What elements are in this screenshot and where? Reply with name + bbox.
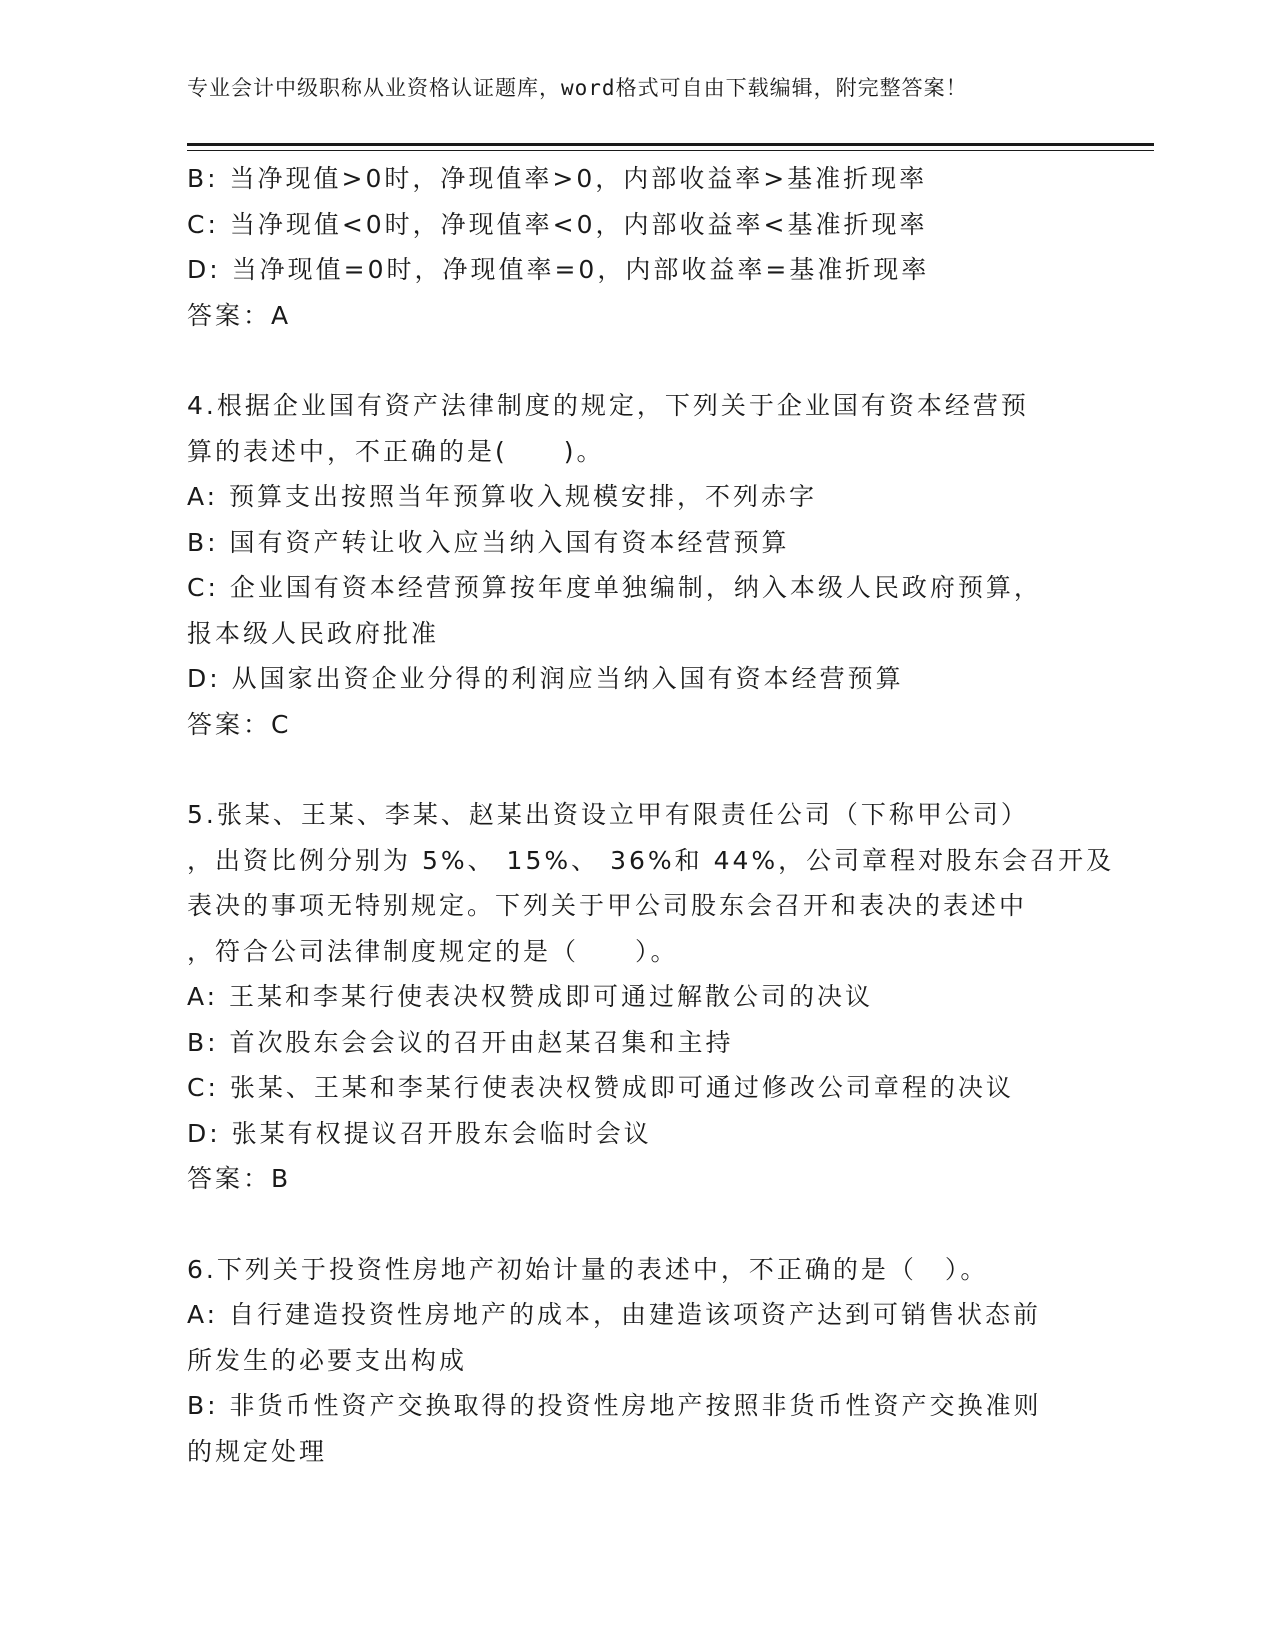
option-a: A: 王某和李某行使表决权赞成即可通过解散公司的决议 [187,982,874,1011]
question-stem: 算的表述中，不正确的是( )。 [187,436,605,466]
question-stem: 6.下列关于投资性房地产初始计量的表述中，不正确的是（ ）。 [187,1254,989,1284]
option-b: B: 非货币性资产交换取得的投资性房地产按照非货币性资产交换准则 [187,1391,1042,1420]
spacer [187,1202,1087,1247]
option-a: A: 自行建造投资性房地产的成本，由建造该项资产达到可销售状态前 [187,1300,1042,1329]
option-b: B: 国有资产转让收入应当纳入国有资本经营预算 [187,527,790,557]
option-b: B: 当净现值>0时，净现值率>0，内部收益率>基准折现率 [187,164,928,193]
question-block-4 [187,383,1087,747]
option-b-continued: 的规定处理 [187,1436,328,1466]
option-a-continued: 所发生的必要支出构成 [187,1345,468,1375]
option-c: C: 当净现值<0时，净现值率<0，内部收益率<基准折现率 [187,209,928,239]
option-d: D: 从国家出资企业分得的利润应当纳入国有资本经营预算 [187,664,904,693]
question-content [187,156,1115,1474]
question-stem: 5.张某、王某、李某、赵某出资设立甲有限责任公司（下称甲公司） [187,800,1029,829]
option-a: A: 预算支出按照当年预算收入规模安排，不列赤字 [187,482,818,511]
answer-line: 答案：C [187,709,292,739]
question-block-3 [187,156,1087,338]
answer-line: 答案：B [187,1164,292,1193]
question-stem: ，符合公司法律制度规定的是（ ）。 [187,936,679,966]
option-d: D: 张某有权提议召开股东会临时会议 [187,1118,652,1148]
option-b: B: 首次股东会会议的召开由赵某召集和主持 [187,1027,734,1057]
answer-line: 答案：A [187,300,292,330]
question-block-5 [187,792,1115,1202]
header-rule-thin [187,150,1154,151]
question-stem: 表决的事项无特别规定。下列关于甲公司股东会召开和表决的表述中 [187,891,1028,920]
option-c-continued: 报本级人民政府批准 [187,618,440,648]
option-c: C: 企业国有资本经营预算按年度单独编制，纳入本级人民政府预算， [187,573,1042,602]
spacer [187,338,1087,383]
question-stem: 4.根据企业国有资产法律制度的规定，下列关于企业国有资本经营预 [187,391,1029,420]
option-c: C: 张某、王某和李某行使表决权赞成即可通过修改公司章程的决议 [187,1073,1014,1102]
option-d: D: 当净现值=0时，净现值率=0，内部收益率=基准折现率 [187,255,930,284]
header-rule-thick [187,143,1154,146]
spacer [187,747,1087,792]
question-block-6 [187,1247,1087,1475]
question-stem: ，出资比例分别为 5%、 15%、 36%和 44%，公司章程对股东会召开及 [187,845,1115,875]
page-header: 专业会计中级职称从业资格认证题库，word格式可自由下载编辑，附完整答案！ [187,76,968,100]
